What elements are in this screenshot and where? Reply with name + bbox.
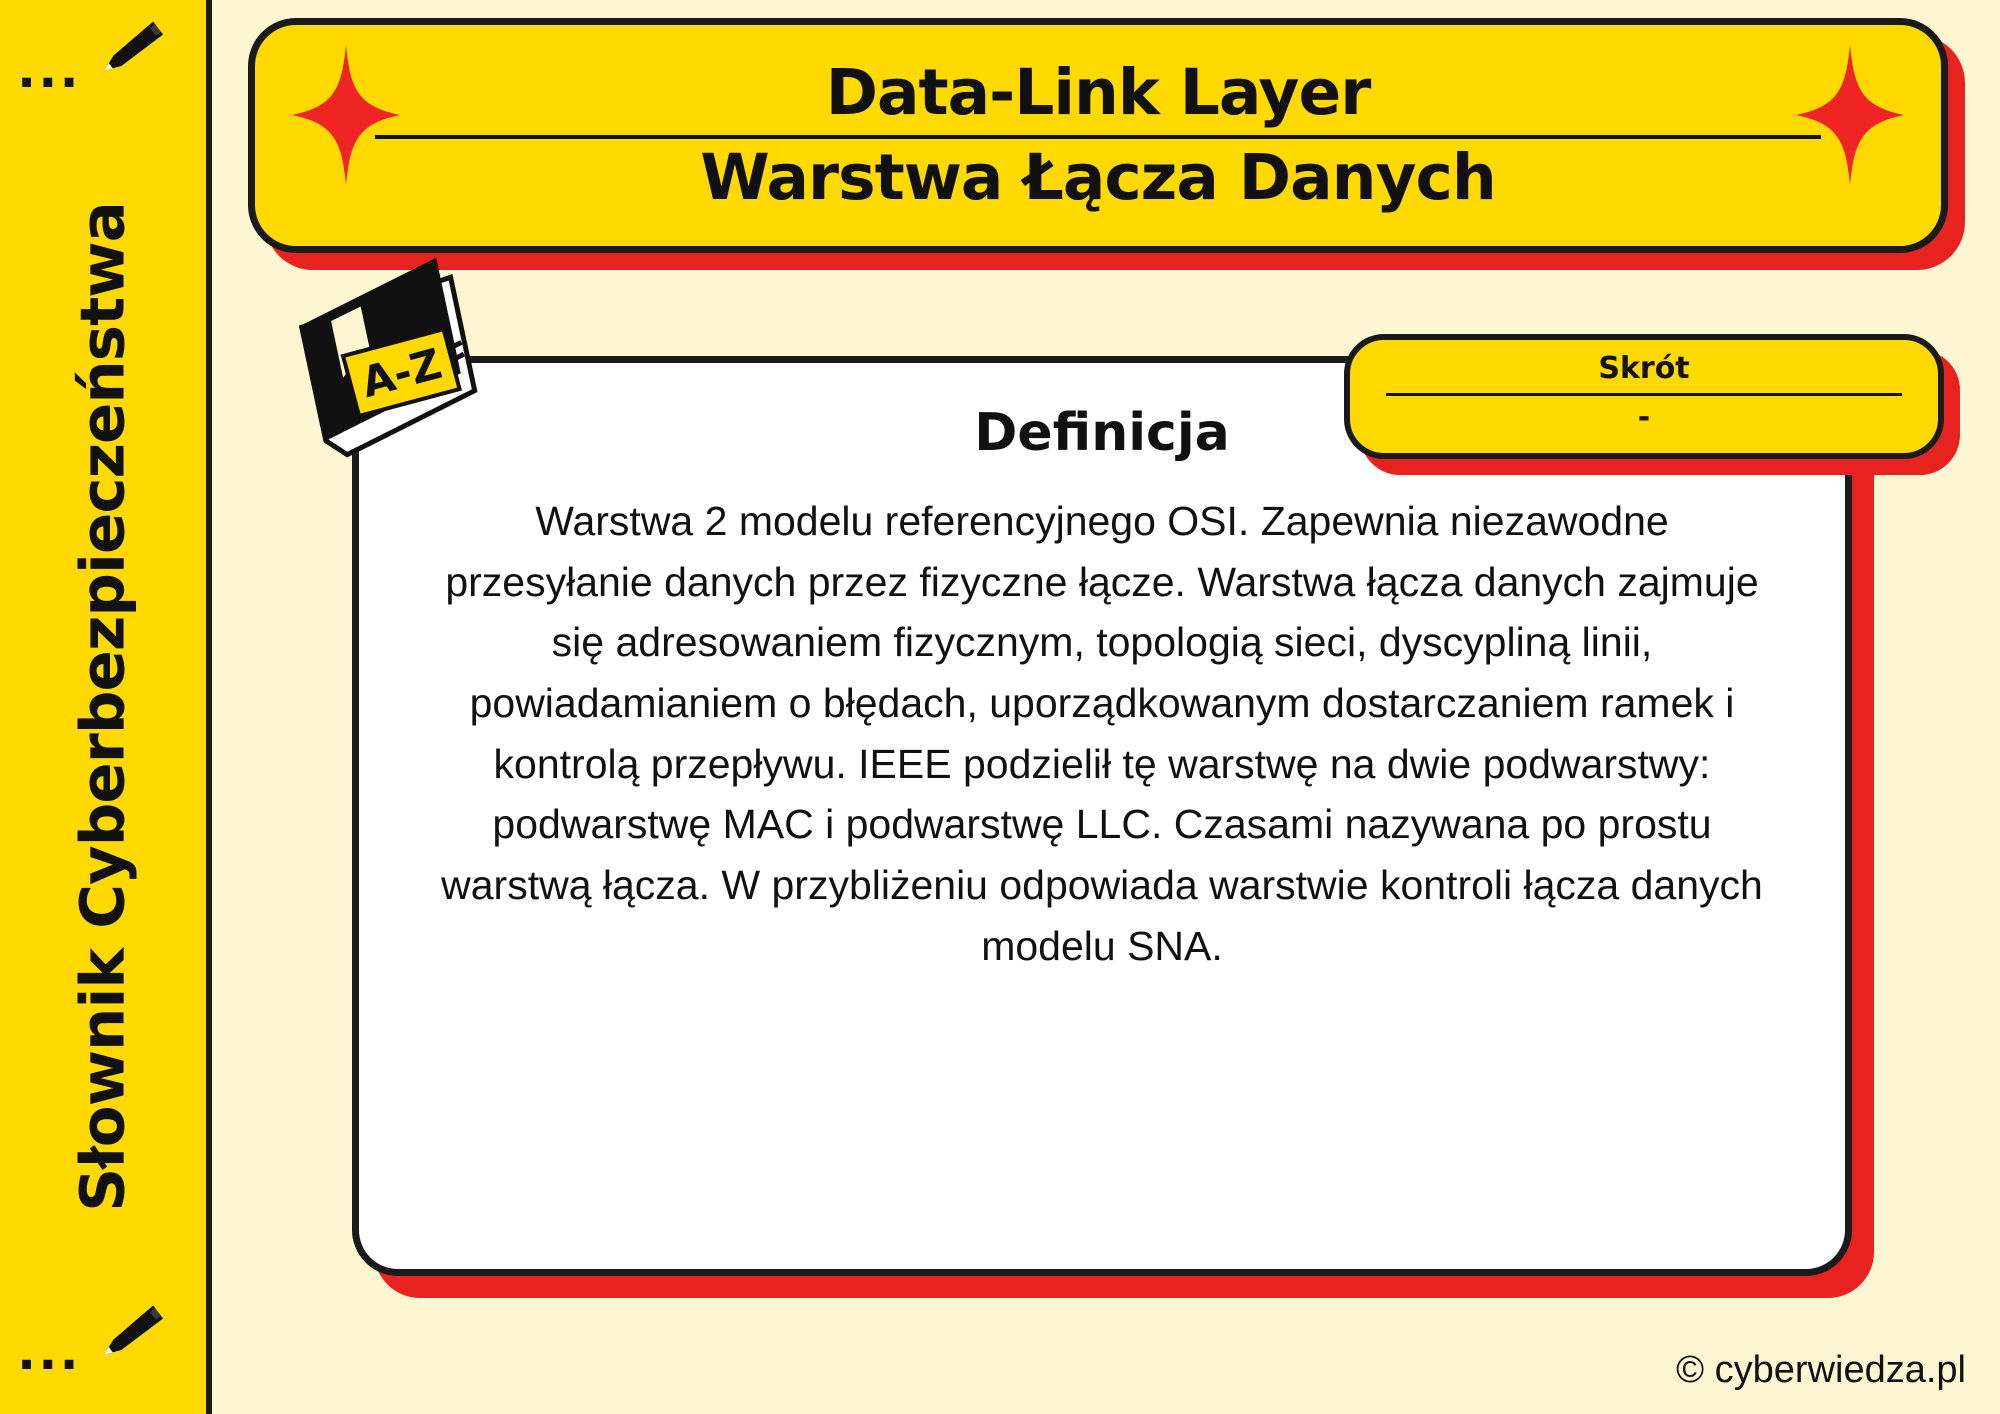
title-banner bbox=[248, 18, 1948, 253]
book-icon bbox=[269, 239, 506, 476]
title-english: Data-Link Layer bbox=[825, 56, 1371, 130]
copyright-footer: © cyberwiedza.pl bbox=[1676, 1349, 1966, 1391]
abbreviation-box bbox=[1344, 334, 1944, 459]
abbreviation-value: - bbox=[1637, 400, 1651, 435]
abbreviation-divider bbox=[1386, 393, 1902, 396]
pencil-icon bbox=[96, 12, 170, 86]
definition-card bbox=[352, 356, 1852, 1276]
abbreviation-label: Skrót bbox=[1598, 351, 1690, 386]
title-polish: Warstwa Łącza Danych bbox=[700, 140, 1496, 214]
sparkle-icon bbox=[291, 45, 401, 185]
definition-heading: Definicja bbox=[974, 403, 1230, 463]
definition-text: Warstwa 2 modelu referencyjnego OSI. Zapewnia niezawodne przesyłanie danych przez fizyczne łącze. Warstwa łącza danych zajmuje się adresowaniem fizycznym, topologią sieci, dyscypliną linii, powiadamianiem o błędach, uporządkowanym dostarczaniem ramek i kontrolą przepływu. IEEE podzielił tę warstwę na dwie podwarstwy: podwarstwę MAC i podwarstwę LLC. Czasami nazywana po prostu warstwą łącza. W przybliżeniu odpowiada warstwie kontroli łącza danych modelu SNA. bbox=[441, 498, 1763, 969]
pencil-icon bbox=[96, 1296, 170, 1370]
sidebar-title: Słownik Cyberbezpieczeństwa bbox=[67, 202, 139, 1212]
sparkle-icon bbox=[1795, 45, 1905, 185]
book-label: A-Z bbox=[356, 338, 447, 408]
title-block bbox=[255, 56, 1941, 214]
sidebar-dots-bottom: ... bbox=[18, 1314, 82, 1383]
sidebar bbox=[0, 0, 212, 1414]
sidebar-dots-top: ... bbox=[18, 32, 82, 101]
title-divider bbox=[375, 135, 1821, 139]
